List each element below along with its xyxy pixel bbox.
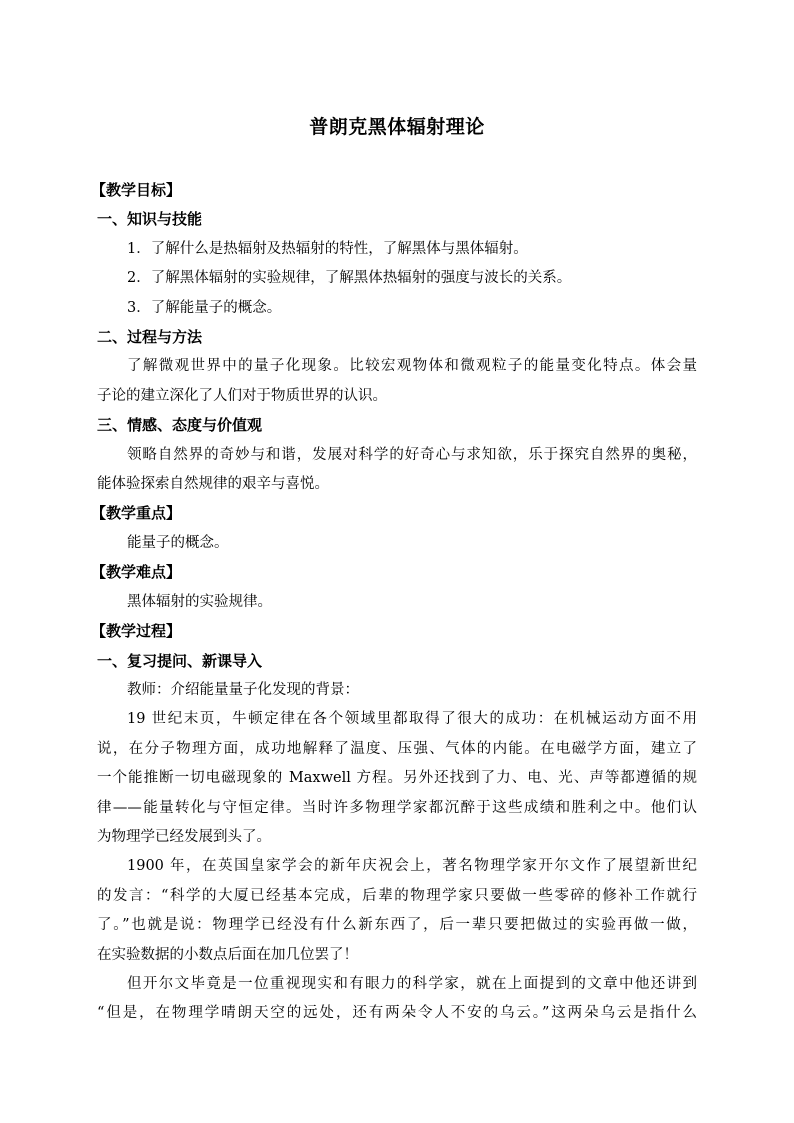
paragraph-line: 19 世纪末页，牛顿定律在各个领域里都取得了很大的成功：在机械运动方面不用 bbox=[127, 711, 697, 728]
section-heading: 【教学目标】 bbox=[91, 181, 182, 199]
paragraph-line: 2．了解黑体辐射的实验规律，了解黑体热辐射的强度与波长的关系。 bbox=[127, 270, 572, 287]
paragraph-line: 律——能量转化与守恒定律。当时许多物理学家都沉醉于这些成绩和胜利之中。他们认 bbox=[97, 799, 697, 816]
paragraph-line: 了解微观世界中的量子化现象。比较宏观物体和微观粒子的能量变化特点。体会量 bbox=[127, 358, 697, 375]
subsection-heading: 一、知识与技能 bbox=[97, 210, 203, 229]
subsection-heading: 二、过程与方法 bbox=[97, 328, 203, 347]
paragraph-line: 能体验探索自然规律的艰辛与喜悦。 bbox=[97, 476, 329, 493]
paragraph-line: 的发言：“科学的大厦已经基本完成，后辈的物理学家只要做一些零碎的修补工作就行 bbox=[97, 887, 697, 904]
paragraph-line: 黑体辐射的实验规律。 bbox=[127, 593, 272, 610]
paragraph-line: 能量子的概念。 bbox=[127, 534, 229, 551]
paragraph-line: “但是，在物理学晴朗天空的远处，还有两朵令人不安的乌云。”这两朵乌云是指什么 bbox=[97, 1005, 697, 1022]
paragraph-line: 1900 年，在英国皇家学会的新年庆祝会上，著名物理学家开尔文作了展望新世纪 bbox=[127, 858, 697, 875]
paragraph-line: 了。”也就是说：物理学已经没有什么新东西了，后一辈只要把做过的实验再做一做， bbox=[97, 917, 697, 934]
section-heading: 【教学难点】 bbox=[91, 563, 182, 582]
paragraph-line: 一个能推断一切电磁现象的 Maxwell 方程。另外还找到了力、电、光、声等都遵循的规 bbox=[97, 770, 697, 787]
paragraph-line: 1．了解什么是热辐射及热辐射的特性，了解黑体与黑体辐射。 bbox=[127, 240, 528, 257]
paragraph-line: 3．了解能量子的概念。 bbox=[127, 299, 282, 316]
paragraph-line: 在实验数据的小数点后面在加几位罢了！ bbox=[97, 946, 358, 963]
document-title: 普朗克黑体辐射理论 bbox=[309, 116, 485, 138]
paragraph-line: 领略自然界的奇妙与和谐，发展对科学的好奇心与求知欲，乐于探究自然界的奥秘， bbox=[127, 446, 697, 463]
subsection-heading: 一、复习提问、新课导入 bbox=[97, 651, 263, 670]
paragraph-line: 子论的建立深化了人们对于物质世界的认识。 bbox=[97, 387, 387, 404]
paragraph-line: 为物理学已经发展到头了。 bbox=[97, 828, 271, 845]
paragraph-line: 说，在分子物理方面，成功地解释了温度、压强、气体的内能。在电磁学方面，建立了 bbox=[97, 740, 697, 757]
section-heading: 【教学过程】 bbox=[91, 622, 182, 641]
subsection-heading: 三、情感、态度与价值观 bbox=[97, 416, 263, 435]
section-heading: 【教学重点】 bbox=[91, 504, 182, 523]
paragraph-line: 但开尔文毕竟是一位重视现实和有眼力的科学家，就在上面提到的文章中他还讲到 bbox=[127, 975, 697, 992]
document-body bbox=[91, 176, 697, 1029]
paragraph-line: 教师：介绍能量量子化发现的背景： bbox=[127, 681, 359, 698]
